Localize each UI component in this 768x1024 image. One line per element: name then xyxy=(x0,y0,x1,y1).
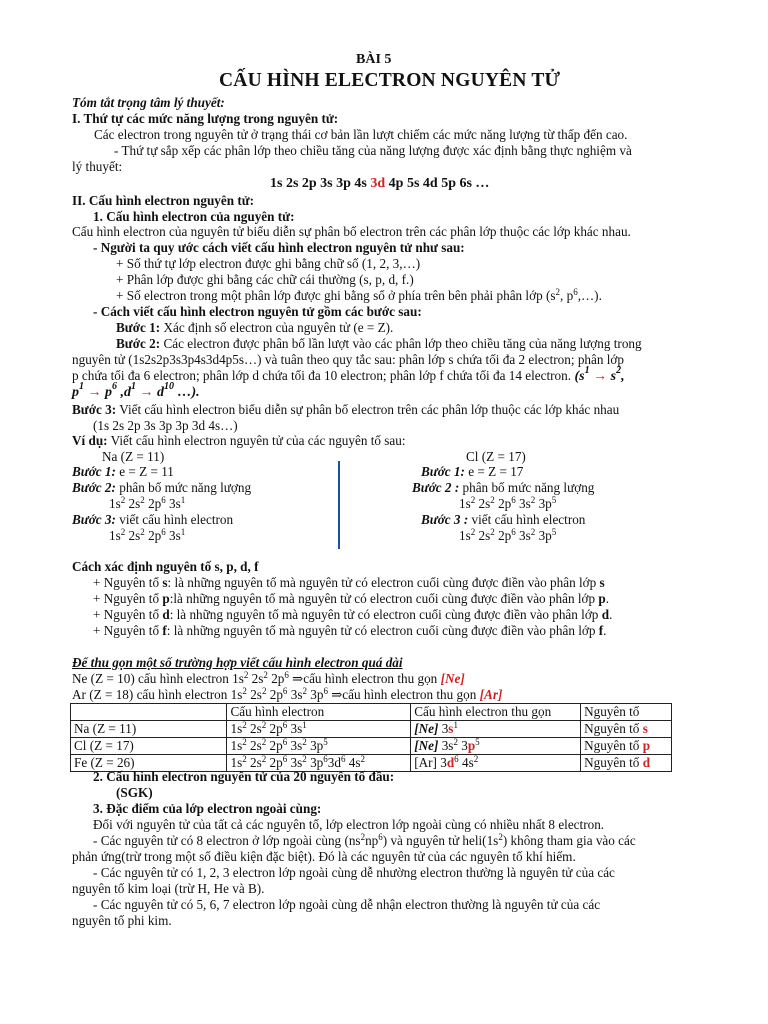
table-header-cell: Cấu hình electron thu gọn xyxy=(411,704,581,721)
outer-shell-paragraph-2-line-2: phản ứng(trừ trong một số điều kiện đặc biệt). Đó là các nguyên tử của các nguyên tố khí hiếm. xyxy=(72,849,576,864)
convention-item-1: + Số thứ tự lớp electron được ghi bằng chữ số (1, 2, 3,…) xyxy=(116,256,421,271)
na-title: Na (Z = 11) xyxy=(102,449,165,464)
outer-shell-paragraph-2: - Các nguyên tử có 8 electron ở lớp ngoài cùng $(ns^2np^6)$ và nguyên tử $heli(1s^2)$ không tham gia vào các xyxy=(93,832,636,848)
table-row xyxy=(71,721,672,738)
table-header-cell xyxy=(71,704,227,721)
section-1-paragraph: Các electron trong nguyên tử ở trạng thái cơ bản lần lượt chiếm các mức năng lượng từ thấp đến cao. xyxy=(94,127,628,142)
sgk-reference: (SGK) xyxy=(116,785,153,800)
ne-short-line: Ne (Z = 10) cấu hình electron $1s^2$ $2s^2$ $2p^6$ ⇒cấu hình electron thu gọn [Ne] xyxy=(72,670,465,686)
table-cell-type: Nguyên tố d xyxy=(581,755,672,772)
ar-short-line: Ar (Z = 18) cấu hình electron $1s^2$ $2s^2$ $2p^6$ $3s^2$ $3p^6$ ⇒cấu hình electron thu gọn [Ar] xyxy=(72,686,503,702)
spdf-item-f: + Nguyên tố f: là những nguyên tố mà nguyên tử có electron cuối cùng được điền vào phân lớp f. xyxy=(93,623,607,638)
step-3: Bước 3: Viết cấu hình electron biểu diễn sự phân bố electron trên các phân lớp thuộc các lớp khác nhau xyxy=(72,402,620,417)
energy-sequence: 1s 2s 2p 3s 3p 4s 3d 4p 5s 4d 5p 6s … xyxy=(270,176,490,191)
subsection-1-heading: 1. Cấu hình electron của nguyên tử: xyxy=(93,209,295,224)
arrow-icon: → xyxy=(593,369,608,384)
outer-shell-paragraph-3: - Các nguyên tử có 1, 2, 3 electron lớp ngoài cùng dễ nhường electron thường là nguyên tử của các xyxy=(93,865,615,880)
na-config-2: $1s^2$ $2s^2$ $2p^6$ $3s^1$ xyxy=(109,527,186,543)
table-cell-short-config: [Ar] $3d^6$ $4s^2$ xyxy=(411,755,581,772)
filling-rule-line: $p^1 \to p^6$ $,d^1 \to d^{10}$ …). xyxy=(72,381,200,400)
table-header-cell: Cấu hình electron xyxy=(227,704,411,721)
na-step-2: Bước 2: phân bố mức năng lượng xyxy=(72,480,252,495)
step-2-line-2: nguyên tử (1s2s2p3s3p4s3d4p5s…) và tuân theo quy tắc sau: phân lớp s chứa tối đa 2 electron; phân lớp xyxy=(72,352,624,367)
convention-item-2: + Phân lớp được ghi bằng các chữ cái thường (s, p, d, f.) xyxy=(116,272,414,287)
energy-sequence-highlight: 3d xyxy=(370,176,386,191)
column-divider xyxy=(338,461,340,549)
summary-heading: Tóm tắt trọng tâm lý thuyết: xyxy=(72,95,225,110)
table-cell-element: Na (Z = 11) xyxy=(71,721,227,738)
cl-config-2: $1s^2$ $2s^2$ $2p^6$ $3s^2$ $3p^5$ xyxy=(459,527,557,543)
table-cell-config: $1s^2$ $2s^2$ $2p^6$ $3s^2$ $3p^5$ xyxy=(227,738,411,755)
config-table xyxy=(70,703,672,772)
na-step-1: Bước 1: e = Z = 11 xyxy=(72,464,174,479)
na-config-1: $1s^2$ $2s^2$ $2p^6$ $3s^1$ xyxy=(109,495,186,511)
cl-title: Cl (Z = 17) xyxy=(466,449,526,464)
cl-config-1: $1s^2$ $2s^2$ $2p^6$ $3s^2$ $3p^5$ xyxy=(459,495,557,511)
steps-heading: - Cách viết cấu hình electron nguyên tử gồm các bước sau: xyxy=(93,304,422,319)
table-cell-element: Fe (Z = 26) xyxy=(71,755,227,772)
table-cell-config: $1s^2$ $2s^2$ $2p^6$ $3s^1$ xyxy=(227,721,411,738)
table-cell-type: Nguyên tố p xyxy=(581,738,672,755)
step-2-line-3: p chứa tối đa 6 electron; phân lớp d chứa tối đa 10 electron; phân lớp f chứa tối đa 14 electron. ($s^1 \to s^2$, xyxy=(72,365,625,384)
table-cell-short-config: [Ne] $3s^1$ xyxy=(411,721,581,738)
arrow-icon: → xyxy=(139,385,154,400)
cl-step-3: Bước 3 : viết cấu hình electron xyxy=(421,512,586,527)
section-2-heading: II. Cấu hình electron nguyên tử: xyxy=(72,193,255,208)
cl-step-1: Bước 1: e = Z = 17 xyxy=(421,464,524,479)
lesson-title: CẤU HÌNH ELECTRON NGUYÊN TỬ xyxy=(219,70,561,91)
example-line: Ví dụ: Viết cấu hình electron nguyên tử của các nguyên tố sau: xyxy=(72,433,406,448)
lesson-number: BÀI 5 xyxy=(356,52,392,67)
section-1-order-line: - Thứ tự sắp xếp các phân lớp theo chiều tăng của năng lượng được xác định bằng thực nghiệm và xyxy=(114,143,632,158)
spdf-item-p: + Nguyên tố p:là những nguyên tố mà nguyên tử có electron cuối cùng được điền vào phân lớp p. xyxy=(93,591,610,606)
step-2: Bước 2: Các electron được phân bố lần lượt vào các phân lớp theo chiều tăng của năng lượng trong xyxy=(116,336,642,351)
outer-shell-paragraph-4-line-2: nguyên tố phi kim. xyxy=(72,913,172,928)
step-1: Bước 1: Xác định số electron của nguyên tử (e = Z). xyxy=(116,320,394,335)
section-1-heading: I. Thứ tự các mức năng lượng trong nguyên tử: xyxy=(72,111,339,126)
outer-shell-paragraph-4: - Các nguyên tử có 5, 6, 7 electron lớp ngoài cùng dễ nhận electron thường là nguyên tử của các xyxy=(93,897,601,912)
spdf-heading: Cách xác định nguyên tố s, p, d, f xyxy=(72,559,259,574)
outer-shell-paragraph-1: Đối với nguyên tử của tất cả các nguyên tố, lớp electron lớp ngoài cùng có nhiều nhất 8 electron. xyxy=(93,817,605,832)
table-header-cell: Nguyên tố xyxy=(581,704,672,721)
na-step-3: Bước 3: viết cấu hình electron xyxy=(72,512,234,527)
table-cell-type: Nguyên tố s xyxy=(581,721,672,738)
subsection-2-heading: 2. Cấu hình electron nguyên tử của 20 nguyên tố đầu: xyxy=(93,769,395,784)
convention-item-3: + Số electron trong một phân lớp được ghi bằng số ở phía trên bên phải phân lớp ($s^2$, $p^6,\dots$). xyxy=(116,287,602,303)
outer-shell-paragraph-3-line-2: nguyên tố kim loại (trừ H, He và B). xyxy=(72,881,265,896)
step-3-line-2: (1s 2s 2p 3s 3p 3p 3d 4s…) xyxy=(93,418,238,433)
definition-text: Cấu hình electron của nguyên tử biểu diễn sự phân bố electron trên các phân lớp thuộc các lớp khác nhau. xyxy=(72,224,631,239)
short-config-heading: Để thu gọn một số trường hợp viết cấu hình electron quá dài xyxy=(72,655,403,670)
arrow-icon: → xyxy=(87,385,102,400)
table-header-row xyxy=(71,704,672,721)
table-cell-element: Cl (Z = 17) xyxy=(71,738,227,755)
table-cell-config: $1s^2$ $2s^2$ $2p^6$ $3s^2$ $3p^63d^6$ $4s^2$ xyxy=(227,755,411,772)
subsection-3-heading: 3. Đặc điểm của lớp electron ngoài cùng: xyxy=(93,801,322,816)
spdf-item-s: + Nguyên tố s: là những nguyên tố mà nguyên tử có electron cuối cùng được điền vào phân lớp s xyxy=(93,575,605,590)
cl-step-2: Bước 2 : phân bố mức năng lượng xyxy=(412,480,595,495)
section-1-order-line-2: lý thuyết: xyxy=(72,159,123,174)
convention-heading: - Người ta quy ước cách viết cấu hình electron nguyên tử như sau: xyxy=(93,240,465,255)
table-cell-short-config: [Ne] $3s^2$ $3p^5$ xyxy=(411,738,581,755)
spdf-item-d: + Nguyên tố d: là những nguyên tố mà nguyên tử có electron cuối cùng được điền vào phân lớp d. xyxy=(93,607,613,622)
table-row xyxy=(71,738,672,755)
